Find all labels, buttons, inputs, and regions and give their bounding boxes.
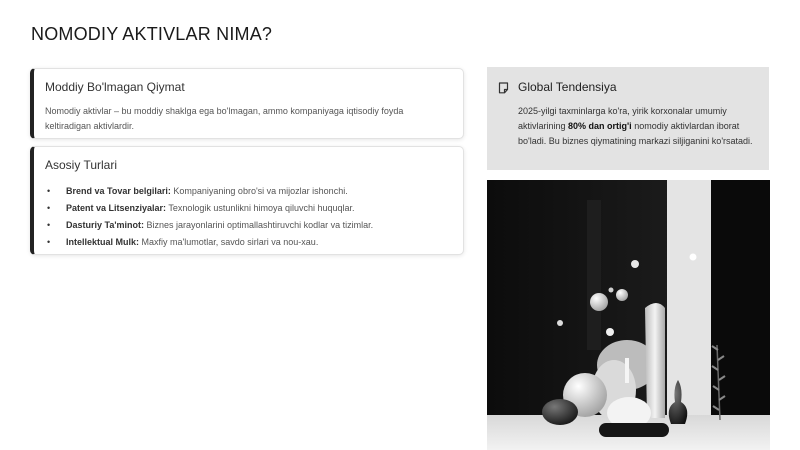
list-item-desc: Biznes jarayonlarini optimallashtiruvchi kodlar va tizimlar.	[146, 220, 374, 230]
bullet-icon: •	[47, 203, 51, 213]
highlight-stat: 80% dan ortig'i	[568, 121, 632, 131]
bullet-icon: •	[47, 186, 51, 196]
definition-card-title: Moddiy Bo'lmagan Qiymat	[45, 80, 185, 94]
bullet-icon: •	[47, 237, 51, 247]
types-card-title: Asosiy Turlari	[45, 158, 118, 172]
list-item-desc: Maxfiy ma'lumotlar, savdo sirlari va nou-xau.	[141, 237, 319, 247]
note-icon	[498, 81, 509, 99]
page-title: NOMODIY AKTIVLAR NIMA?	[31, 24, 273, 44]
list-item-desc: Texnologik ustunlikni himoya qiluvchi huquqlar.	[168, 203, 355, 213]
list-item	[45, 183, 373, 200]
bullet-icon: •	[47, 220, 51, 230]
list-item-desc: Kompaniyaning obro'si va mijozlar ishonchi.	[173, 186, 348, 196]
list-item-label: Dasturiy Ta'minot:	[66, 220, 144, 230]
list-item	[45, 200, 373, 217]
types-card	[30, 146, 464, 255]
global-trend-title: Global Tendensiya	[518, 80, 617, 94]
global-trend-text: 2025-yilgi taxminlarga ko'ra, yirik korxonalar umumiy aktivlarining 80% dan ortig'i nomodiy aktivlardan iborat bo'ladi. Bu biznes qiymatining markazi siljiganini ko'rsatadi.	[518, 106, 753, 146]
global-trend-panel	[487, 67, 769, 170]
types-list	[45, 183, 373, 251]
list-item	[45, 217, 373, 234]
list-item-label: Intellektual Mulk:	[66, 237, 140, 247]
list-item	[45, 234, 373, 251]
abstract-still-life-image	[487, 180, 770, 450]
list-item-label: Patent va Litsenziyalar:	[66, 203, 167, 213]
list-item-label: Brend va Tovar belgilari:	[66, 186, 171, 196]
definition-card-text: Nomodiy aktivlar – bu moddiy shaklga ega bo'lmagan, ammo kompaniyaga iqtisodiy foyda keltiradigan aktivlardir.	[45, 106, 404, 131]
definition-card	[30, 68, 464, 139]
